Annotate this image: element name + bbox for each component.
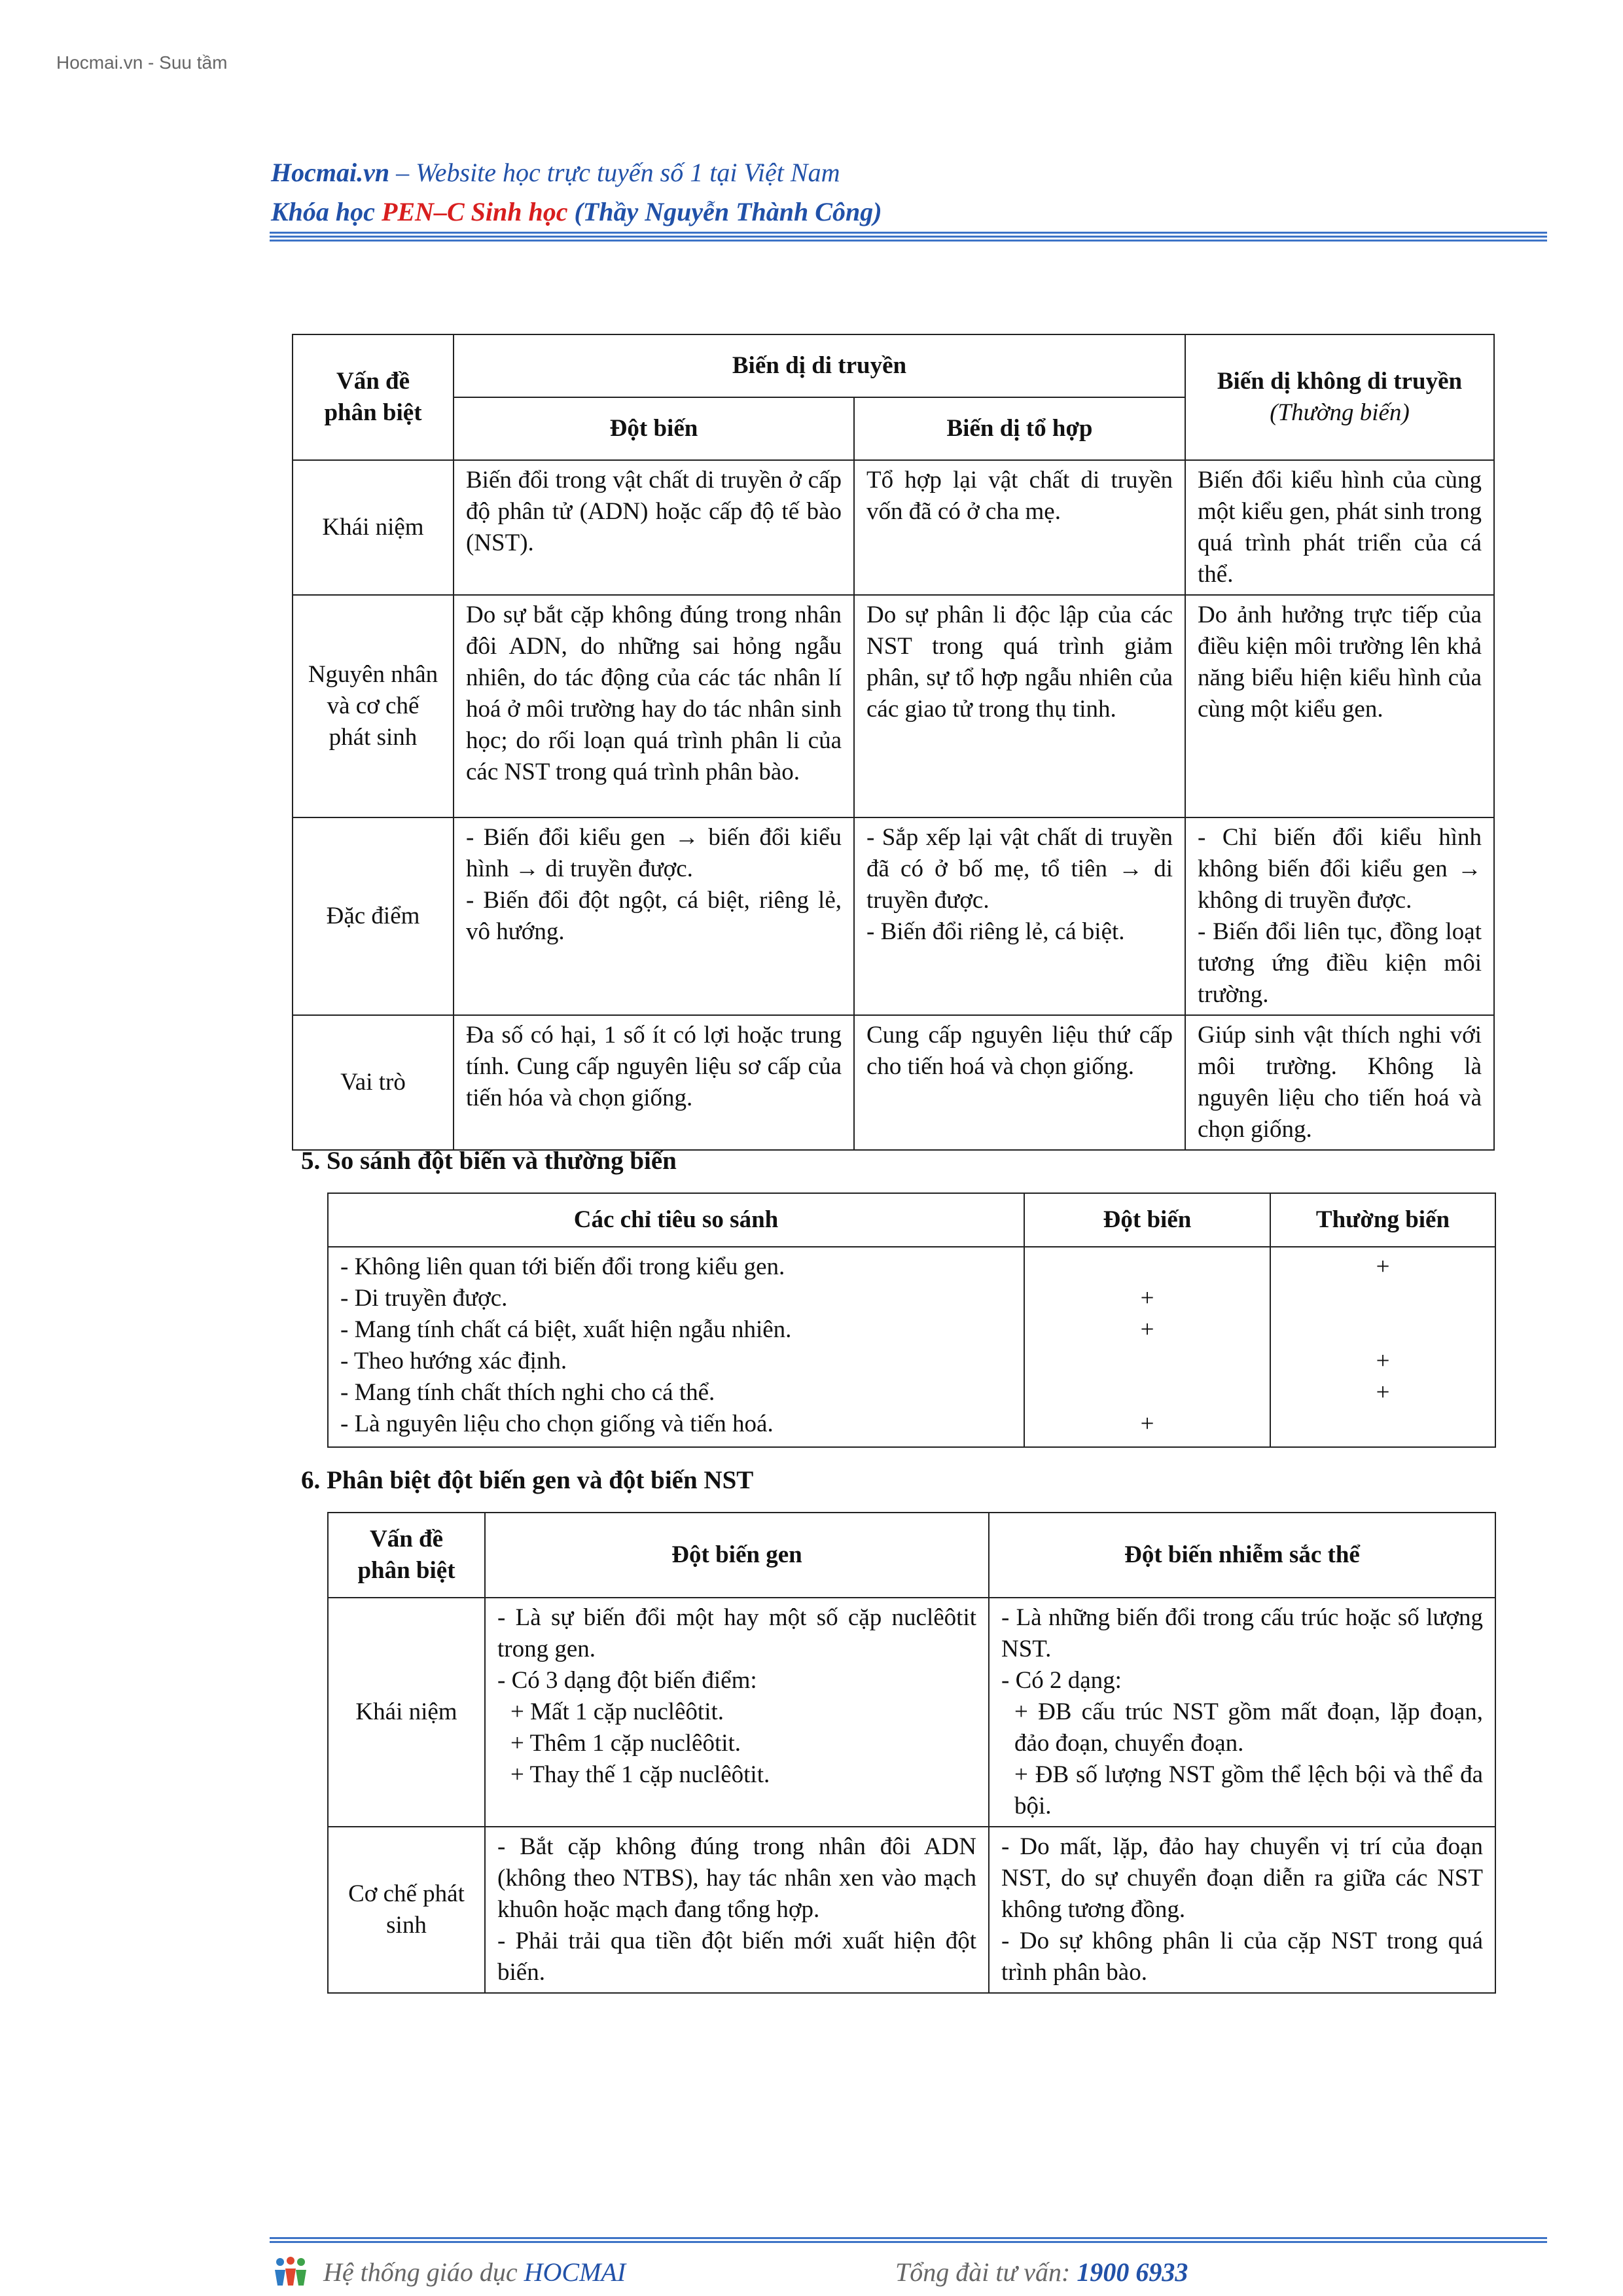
- course-prefix: Khóa học: [271, 197, 382, 226]
- header-divider: [270, 232, 1547, 242]
- cell-modification: Do ảnh hưởng trực tiếp của điều kiện môi trường lên khả năng biểu hiện kiểu hình của cùng một kiểu gen.: [1185, 595, 1494, 817]
- footer-system-name[interactable]: HOCMAI: [524, 2257, 626, 2287]
- table3-col-chromosome: Đột biến nhiễm sắc thể: [989, 1513, 1495, 1598]
- footer-divider: [270, 2237, 1547, 2245]
- cell-modification: Biến đổi kiểu hình của cùng một kiểu gen, phát sinh trong quá trình phát triển của cá thể.: [1185, 460, 1494, 595]
- header-line-2: [271, 192, 1547, 232]
- row-label: Cơ chế phát sinh: [328, 1827, 485, 1993]
- cell-mutation: - Biến đổi kiểu gen → biến đổi kiểu hình → di truyền được. - Biến đổi đột ngột, cá biệt, riêng lẻ, vô hướng.: [454, 817, 854, 1015]
- section-6-title: 6. Phân biệt đột biến gen và đột biến NST: [301, 1466, 754, 1494]
- cell-gene: - Là sự biến đổi một hay một số cặp nuclêôtit trong gen. - Có 3 dạng đột biến điểm: + Mất 1 cặp nuclêôtit. + Thêm 1 cặp nuclêôtit. + Thay thế 1 cặp nuclêôtit.: [485, 1598, 989, 1827]
- cell-mutation: Do sự bắt cặp không đúng trong nhân đôi ADN, do những sai hỏng ngẫu nhiên, do tác động của các tác nhân lí hoá ở môi trường hay do tác nhân sinh học; do rối loạn quá trình phân li của các NST trong quá trình phân bào.: [454, 595, 854, 817]
- table-row: [293, 595, 1494, 817]
- course-name: PEN–C Sinh học: [381, 197, 568, 226]
- table-row: [293, 1015, 1494, 1150]
- table-row: [328, 1598, 1495, 1827]
- cell-chromosome: - Do mất, lặp, đảo hay chuyển vị trí của đoạn NST, do sự chuyển đoạn diễn ra giữa các NST không tương đồng. - Do sự không phân li của cặp NST trong quá trình phân bào.: [989, 1827, 1495, 1993]
- row-label: Khái niệm: [328, 1598, 485, 1827]
- cell-recombination: - Sắp xếp lại vật chất di truyền đã có ở bố mẹ, tổ tiên → di truyền được. - Biến đổi riêng lẻ, cá biệt.: [854, 817, 1185, 1015]
- brand-link[interactable]: Hocmai.vn: [271, 158, 390, 187]
- table2-header-mutation: Đột biến: [1024, 1193, 1270, 1247]
- table1-col-recombination: Biến dị tổ hợp: [854, 397, 1185, 460]
- cell-chromosome: - Là những biến đổi trong cấu trúc hoặc số lượng NST. - Có 2 dạng: + ĐB cấu trúc NST gồm mất đoạn, lặp đoạn, đảo đoạn, chuyển đoạn. + ĐB số lượng NST gồm thể lệch bội và thể đa bội.: [989, 1598, 1495, 1827]
- table-row: [293, 817, 1494, 1015]
- cell-recombination: Do sự phân li độc lập của các NST trong quá trình giảm phân, sự tổ hợp ngẫu nhiên của các giao tử trong thụ tinh.: [854, 595, 1185, 817]
- variation-comparison-table: [292, 334, 1495, 1151]
- cell-gene: - Bắt cặp không đúng trong nhân đôi ADN (không theo NTBS), hay tác nhân xen vào mạch khuôn hoặc mạch đang tổng hợp. - Phải trải qua tiền đột biến mới xuất hiện đột biến.: [485, 1827, 989, 1993]
- cell-mutation: Đa số có hại, 1 số ít có lợi hoặc trung tính. Cung cấp nguyên liệu sơ cấp của tiến hóa và chọn giống.: [454, 1015, 854, 1150]
- row-label: Khái niệm: [293, 460, 454, 595]
- cell-recombination: Cung cấp nguyên liệu thứ cấp cho tiến hoá và chọn giống.: [854, 1015, 1185, 1150]
- section-5-title: 5. So sánh đột biến và thường biến: [301, 1147, 677, 1175]
- table-row: [328, 1247, 1495, 1447]
- cell-modification: Giúp sinh vật thích nghi với môi trường. Không là nguyên liệu cho tiến hoá và chọn giống.: [1185, 1015, 1494, 1150]
- teacher-name: (Thầy Nguyễn Thành Công): [567, 197, 882, 226]
- table3-corner: Vấn đề phân biệt: [328, 1513, 485, 1598]
- table2-header-criteria: Các chỉ tiêu so sánh: [328, 1193, 1024, 1247]
- table3-col-gene: Đột biến gen: [485, 1513, 989, 1598]
- criteria-list: - Không liên quan tới biến đổi trong kiểu gen. - Di truyền được. - Mang tính chất cá biệt, xuất hiện ngẫu nhiên. - Theo hướng xác định. - Mang tính chất thích nghi cho cá thể. - Là nguyên liệu cho chọn giống và tiến hoá.: [328, 1247, 1024, 1447]
- source-note: Hocmai.vn - Suu tầm: [56, 52, 228, 73]
- modification-marks: + + +: [1270, 1247, 1495, 1447]
- mutation-marks: + + +: [1024, 1247, 1270, 1447]
- cell-mutation: Biến đổi trong vật chất di truyền ở cấp độ phân tử (ADN) hoặc cấp độ tế bào (NST).: [454, 460, 854, 595]
- header-line-1: [271, 153, 1547, 192]
- row-label: Nguyên nhân và cơ chế phát sinh: [293, 595, 454, 817]
- table1-group-heritable: Biến dị di truyền: [454, 334, 1185, 397]
- table1-col-mutation: Đột biến: [454, 397, 854, 460]
- hocmai-logo-icon: [271, 2255, 310, 2288]
- mutation-vs-modification-table: [327, 1193, 1496, 1448]
- tagline: – Website học trực tuyến số 1 tại Việt Nam: [389, 158, 840, 187]
- gene-vs-chromosome-mutation-table: [327, 1512, 1496, 1994]
- table1-group-nonheritable: Biến dị không di truyền (Thường biến): [1185, 334, 1494, 460]
- table-row: [328, 1827, 1495, 1993]
- hotline-number[interactable]: 1900 6933: [1077, 2257, 1188, 2287]
- row-label: Đặc điểm: [293, 817, 454, 1015]
- table1-corner: Vấn đề phân biệt: [293, 334, 454, 460]
- row-label: Vai trò: [293, 1015, 454, 1150]
- page-header: [271, 153, 1547, 232]
- cell-modification: - Chỉ biến đổi kiểu hình không biến đổi kiểu gen → không di truyền được. - Biến đổi liên tục, đồng loạt tương ứng điều kiện môi trường.: [1185, 817, 1494, 1015]
- cell-recombination: Tổ hợp lại vật chất di truyền vốn đã có ở cha mẹ.: [854, 460, 1185, 595]
- footer-system: Hệ thống giáo dục HOCMAI: [323, 2257, 626, 2287]
- table-row: [293, 460, 1494, 595]
- footer-hotline: Tổng đài tư vấn: 1900 6933: [895, 2257, 1188, 2287]
- table2-header-modification: Thường biến: [1270, 1193, 1495, 1247]
